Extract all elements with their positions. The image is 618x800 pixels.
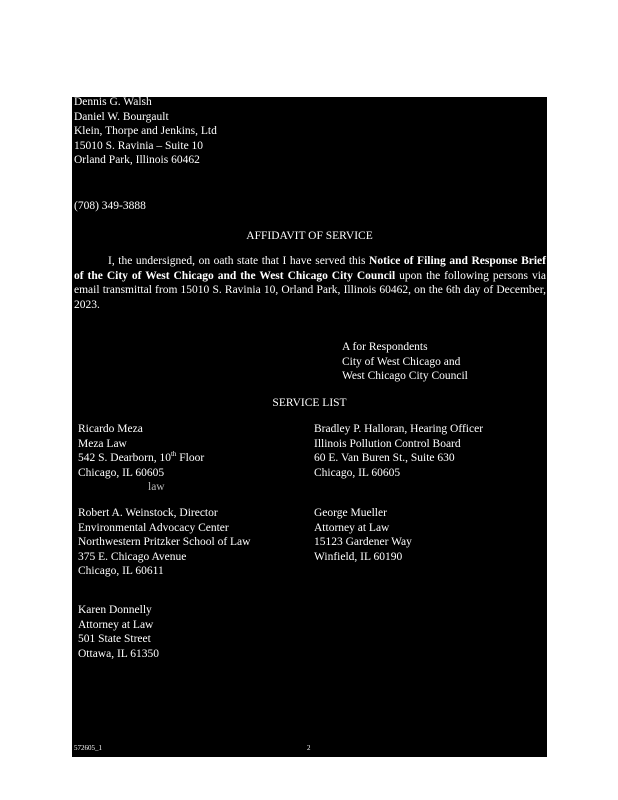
service-entry — [78, 603, 159, 661]
recipient-city: Winfield, IL 60190 — [314, 550, 403, 563]
recipient-name: Ricardo Meza — [78, 423, 143, 435]
firm-city: Orland Park, Illinois 60462 — [74, 154, 200, 167]
recipient-address-line: Northwestern Pritzker School of Law — [78, 536, 251, 549]
recipient-name: Bradley P. Halloran, Hearing Officer — [314, 423, 484, 435]
service-entry — [314, 422, 483, 480]
service-entry — [314, 506, 412, 564]
recipient-street: 15123 Gardener Way — [314, 536, 412, 549]
recipient-email-fragment: law — [148, 481, 165, 494]
service-list-title: SERVICE LIST — [272, 397, 347, 409]
recipient-city: Chicago, IL 60605 — [78, 466, 165, 479]
firm-street: 15010 S. Ravinia – Suite 10 — [74, 139, 204, 152]
recipient-street: 375 E. Chicago Avenue — [78, 550, 187, 563]
recipient-org: Attorney at Law — [314, 521, 390, 534]
firm-phone: (708) 349-3888 — [74, 200, 146, 212]
signature-role: A for Respondents — [342, 341, 428, 353]
page-number: 2 — [307, 744, 311, 752]
signature-client-1: City of West Chicago and — [342, 355, 461, 368]
recipient-name: George Mueller — [314, 507, 387, 519]
affidavit-rest: upon the following persons via email transmittal from 15010 S. Ravinia 10, Orland Park, Illinois 60462, on the 6th day of December, 2023. — [74, 269, 546, 311]
recipient-city: Ottawa, IL 61350 — [78, 647, 160, 660]
recipient-org: Attorney at Law — [78, 618, 154, 631]
recipient-city: Chicago, IL 60611 — [78, 565, 164, 578]
recipient-street: 60 E. Van Buren St., Suite 630 — [314, 452, 455, 465]
firm-name: Klein, Thorpe and Jenkins, Ltd — [74, 125, 217, 138]
signature-client-2: West Chicago City Council — [342, 370, 468, 383]
attorney-header — [74, 95, 217, 168]
recipient-street: 501 State Street — [78, 633, 151, 646]
attorney-name-1: Dennis G. Walsh — [74, 96, 152, 108]
ordinal-suffix: th — [170, 450, 177, 459]
signature-block — [342, 340, 468, 384]
recipient-city: Chicago, IL 60605 — [314, 466, 401, 479]
served-document-title: Notice of Filing and Response Brief of the City of West Chicago and the West Chicago City Council — [74, 255, 546, 282]
document-id: 572605_1 — [74, 744, 102, 752]
recipient-name: Robert A. Weinstock, Director — [78, 507, 218, 519]
service-entry — [78, 422, 204, 495]
recipient-name: Karen Donnelly — [78, 604, 152, 616]
recipient-org: Illinois Pollution Control Board — [314, 437, 461, 450]
attorney-name-2: Daniel W. Bourgault — [74, 110, 169, 123]
document-title: AFFIDAVIT OF SERVICE — [246, 230, 373, 242]
recipient-org: Environmental Advocacy Center — [78, 521, 229, 534]
affidavit-intro: I, the undersigned, on oath state that I have served this — [108, 255, 370, 267]
service-entry — [78, 506, 250, 579]
recipient-address: 542 S. Dearborn, 10th Floor — [78, 450, 205, 465]
recipient-org: Meza Law — [78, 437, 127, 450]
affidavit-paragraph — [74, 254, 546, 312]
